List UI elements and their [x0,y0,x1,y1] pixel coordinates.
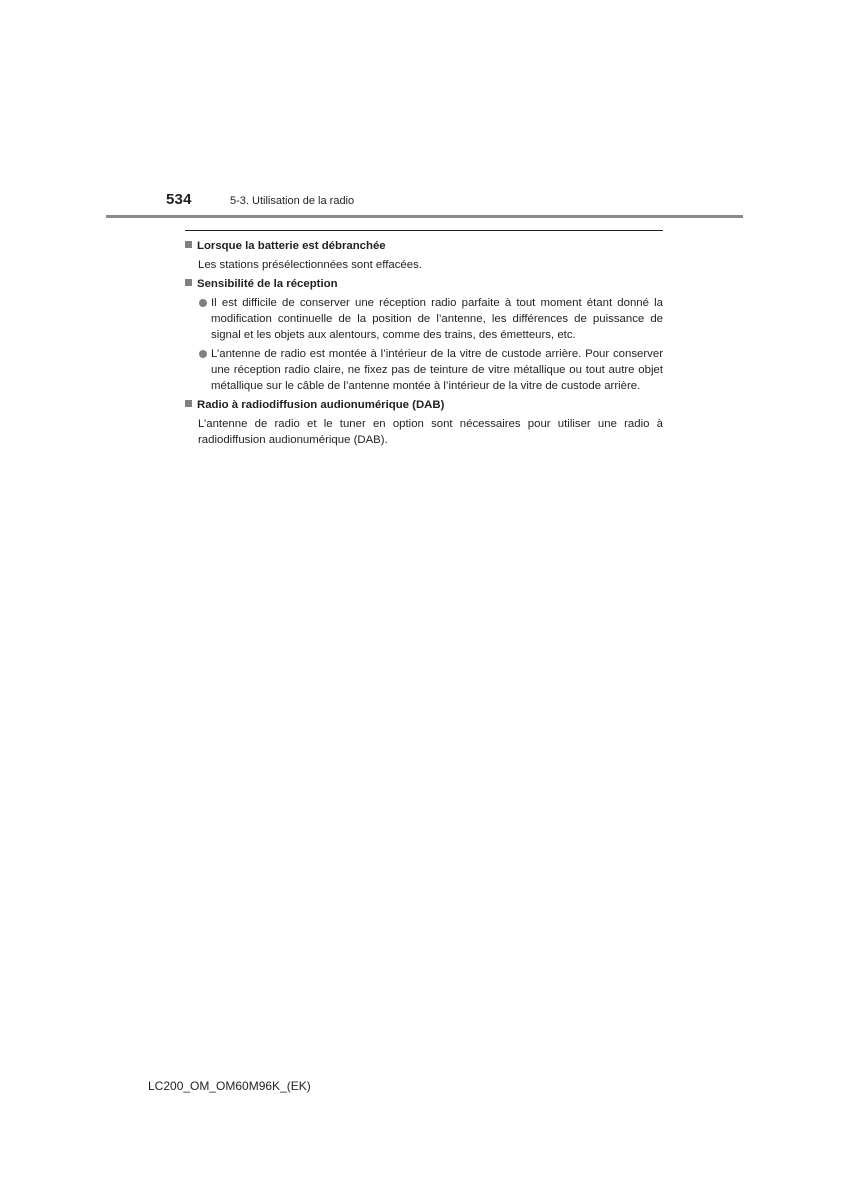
paragraph-battery: Les stations présélectionnées sont effacées. [198,259,422,271]
paragraph-dab: L’antenne de radio et le tuner en option sont nécessaires pour utiliser une radio à radiodiffusion audionumérique (DAB). [198,418,663,446]
list-item-text: Il est difficile de conserver une réception radio parfaite à tout moment étant donné la modification continuelle de la position de l’antenne, les différences de puissance de signal et les objets aux alentours, comme des trains, des émetteurs, etc. [211,297,663,341]
header-rule [106,215,743,218]
square-bullet-icon [185,400,192,407]
list-item [198,346,663,394]
page-number: 534 [166,191,192,208]
heading-text: Lorsque la batterie est débranchée [197,240,386,252]
square-bullet-icon [185,279,192,286]
square-bullet-icon [185,241,192,248]
footer-code: LC200_OM_OM60M96K_(EK) [148,1079,311,1093]
heading-dab [185,397,663,413]
list-item [198,295,663,343]
heading-text: Radio à radiodiffusion audionumérique (DAB) [197,399,445,411]
heading-text: Sensibilité de la réception [197,278,338,290]
circle-bullet-icon [199,350,207,358]
heading-battery [185,238,663,254]
content-area [185,230,663,451]
section-title: 5-3. Utilisation de la radio [230,195,355,207]
heading-reception [185,276,663,292]
circle-bullet-icon [199,299,207,307]
list-item-text: L’antenne de radio est montée à l’intérieur de la vitre de custode arrière. Pour conserver une réception radio claire, ne fixez pas de teinture de vitre métallique ou tout autre objet métallique sur le câble de l’antenne montée à l’intérieur de la vitre de custode arrière. [211,348,663,392]
